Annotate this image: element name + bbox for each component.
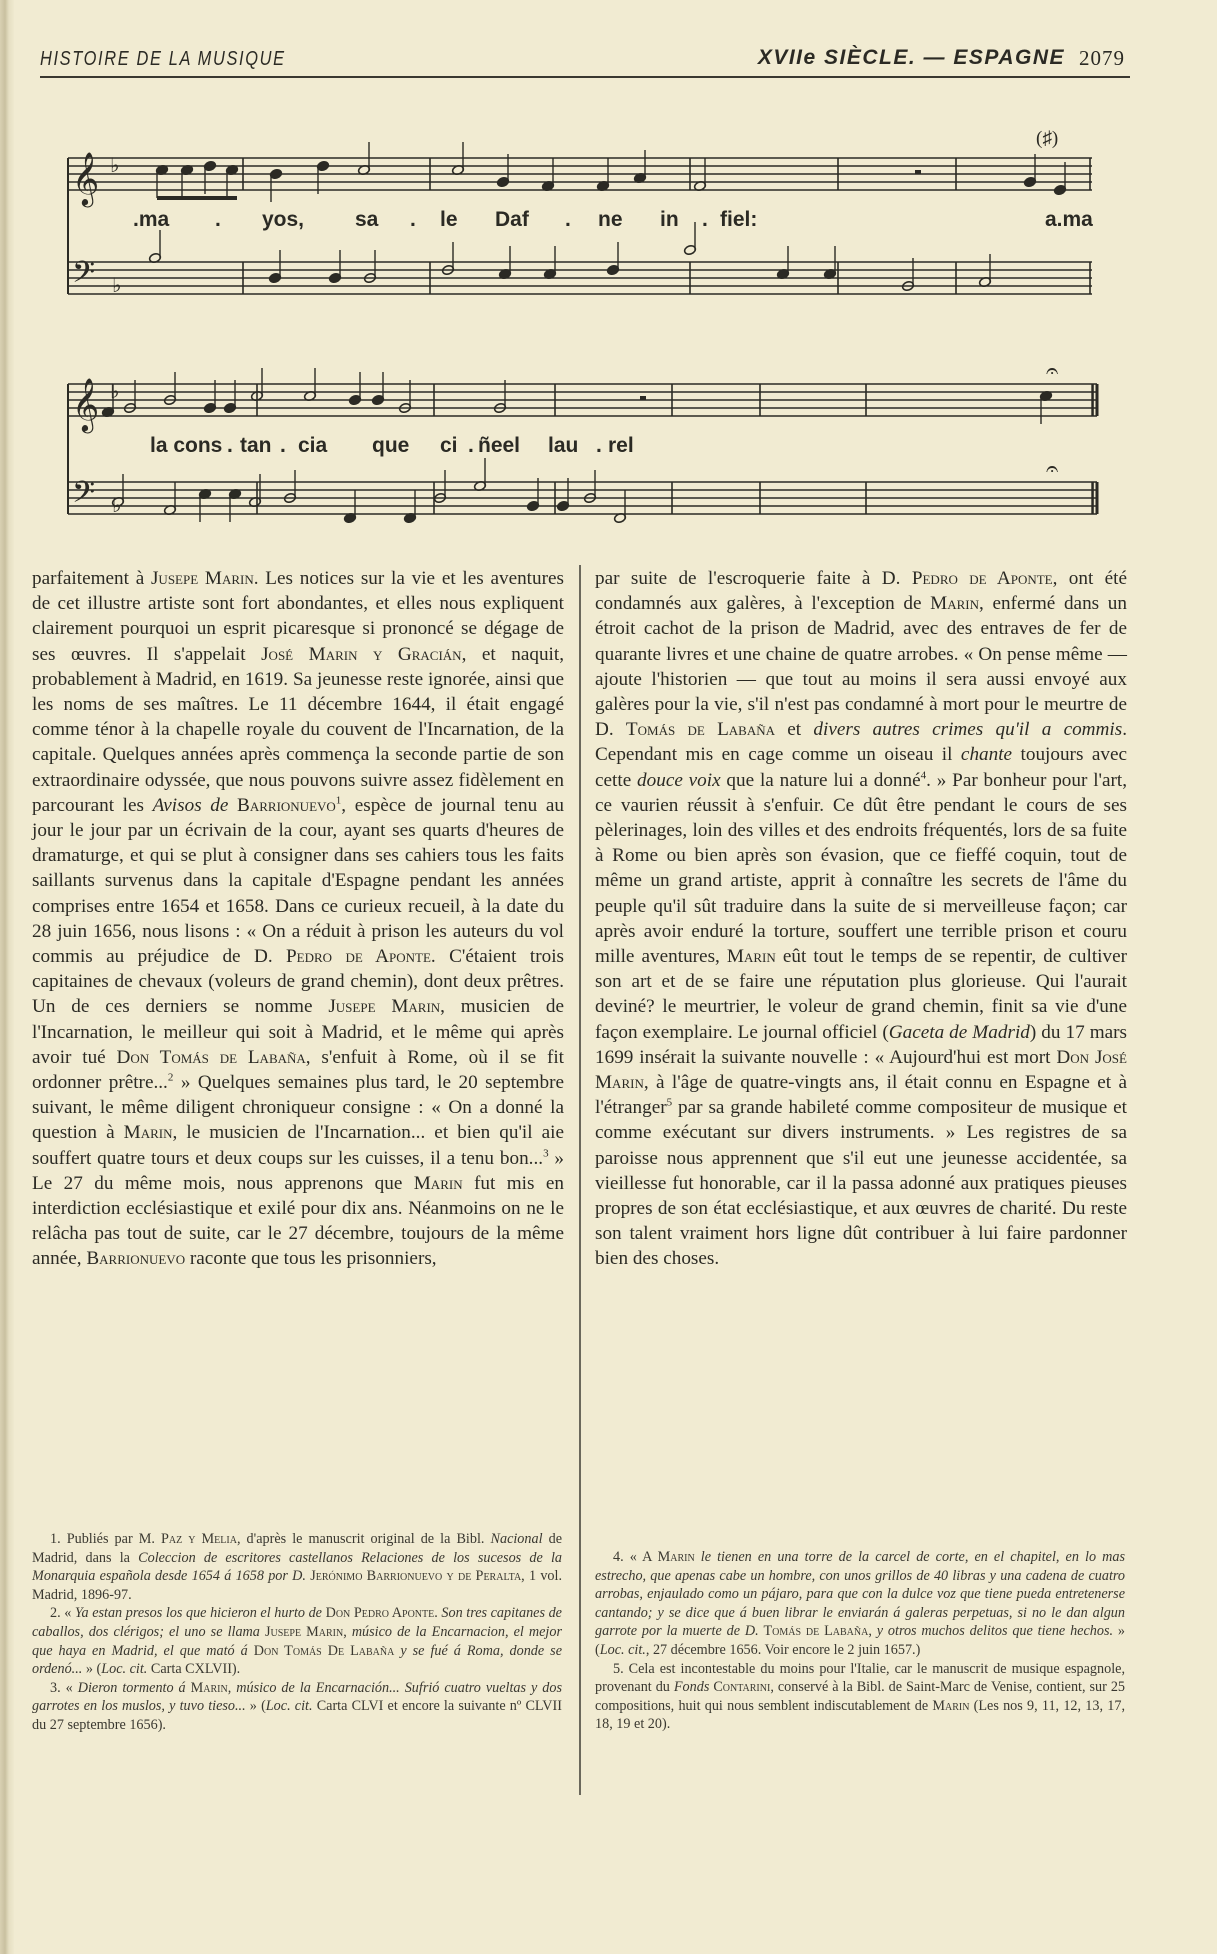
lyric-syllable: ci bbox=[440, 434, 458, 457]
lyric-syllable: sa bbox=[355, 208, 379, 231]
text-column-left bbox=[32, 566, 564, 1272]
text-run: que la nature lui a donné bbox=[720, 769, 921, 791]
lyric-syllable: . bbox=[565, 208, 571, 231]
italic-text: Avisos de bbox=[152, 794, 229, 816]
proper-name: Tomás de Labaña bbox=[625, 719, 776, 741]
text-run: . Les notices sur la vie et les aventures de cet illustre artiste sont fort abondantes, et elles nous expliquent clairement pourquoi un esprit picaresque si prononcé se dégage de ses œuvres. Il s'appelait bbox=[32, 568, 564, 665]
proper-name: Pedro de Aponte bbox=[911, 568, 1053, 589]
footnote-ref[interactable]: 1 bbox=[335, 794, 342, 807]
lyric-syllable: la cons bbox=[150, 434, 223, 457]
lyric-syllable: le bbox=[440, 208, 458, 231]
footnote bbox=[595, 1660, 1125, 1734]
proper-name: Paz y Melia bbox=[160, 1531, 237, 1547]
lyric-syllable: a.ma bbox=[1045, 208, 1093, 231]
footnote-ref[interactable]: 2 bbox=[167, 1071, 174, 1084]
italic-text: Loc. cit. bbox=[101, 1661, 148, 1678]
text-run: , et naquit, probablement à Madrid, en 1619. Sa jeunesse reste ignorée, ainsi que les noms de ses maîtres. Le 11 décembre 1644, il était engagé comme ténor à la chapelle royale du couvent de l'Incarnation, de la capitale. Quelques années après commença la seconde partie de son extraordinaire odyssée, que nous pouvons suivre assez fidèlement en parcourant les bbox=[32, 643, 564, 816]
text-run: . » Par bonheur pour l'art, ce vaurien réussit à s'enfuir. Ce dût être pendant le cours de ses pèlerinages, loin des villes et des endroits fréquentés, lors de sa fuite à Rome ou bien après son évasion, que ce fieffé coquin, tout de même un grand artiste, apprit à connaître les secrets de l'âme du peuple qu'il sût traduire dans la suite de si merveilleuse façon; car après avoir enduré la torture, souffert une terrible prison et couru mille aventures, bbox=[595, 769, 1128, 968]
text-run: , musicien de l'Incarnation, le meilleur qui soit à Madrid, et le même qui après avoir tué bbox=[32, 996, 564, 1068]
italic-text: y otros muchos delitos que tiene hechos. bbox=[876, 1623, 1114, 1640]
lyric-syllable: fiel: bbox=[720, 208, 758, 231]
bass-clef-icon: 𝄢 bbox=[72, 256, 96, 297]
italic-text: músico de la Encarnación... Sufrió cuatro vueltas y dos garrotes en los muslos, y tuvo tieso... bbox=[32, 1679, 563, 1715]
italic-text: douce voix bbox=[637, 769, 721, 791]
fermata-icon: 𝄐 bbox=[1046, 359, 1059, 384]
footnotes-left bbox=[32, 1530, 562, 1735]
text-run bbox=[228, 795, 237, 816]
proper-name: Marin bbox=[657, 1549, 695, 1565]
text-run: toujours avec cette bbox=[595, 744, 1127, 791]
text-run: , bbox=[868, 1623, 877, 1640]
lyric-syllable: lau bbox=[548, 434, 579, 457]
body-paragraph bbox=[32, 566, 564, 1272]
text-run: , bbox=[227, 1679, 237, 1696]
text-run: Carta CLVI et encore la suivante nº CLVII du 27 septembre 1656). bbox=[32, 1698, 562, 1733]
lyric-syllable: in bbox=[660, 208, 679, 231]
running-head-title: HISTOIRE DE LA MUSIQUE bbox=[40, 48, 286, 70]
text-run: de Madrid, dans la bbox=[32, 1531, 563, 1566]
text-run: par suite de l'escroquerie faite à D. bbox=[595, 568, 912, 589]
text-run: . Cependant mis en cage comme un oiseau il bbox=[595, 719, 1127, 766]
key-signature-flat-icon: ♭ bbox=[110, 153, 120, 177]
text-run: » ( bbox=[245, 1698, 266, 1715]
proper-name: Pedro de Aponte bbox=[286, 946, 431, 968]
key-signature-flat-icon: ♭ bbox=[112, 273, 122, 297]
footnote bbox=[595, 1548, 1125, 1660]
proper-name: Tomás de Labaña bbox=[763, 1623, 869, 1640]
lyric-syllable: que bbox=[372, 434, 410, 457]
lyric-syllable: rel bbox=[608, 434, 634, 457]
lyric-syllable: ne bbox=[598, 208, 623, 231]
proper-name: Don José Marin bbox=[595, 1046, 1127, 1094]
proper-name: Marin bbox=[190, 1679, 228, 1696]
whole-rest-icon bbox=[640, 396, 646, 400]
text-run: parfaitement à bbox=[32, 568, 151, 589]
treble-clef-icon: 𝄞 bbox=[72, 377, 100, 431]
italic-text: Loc. cit. bbox=[599, 1641, 646, 1658]
proper-name: Barrionuevo bbox=[237, 794, 336, 816]
proper-name: Don Pedro Aponte bbox=[325, 1605, 435, 1622]
lyric-syllable: Daf bbox=[495, 208, 529, 231]
text-run: 4. « A bbox=[613, 1549, 658, 1565]
beam bbox=[157, 196, 237, 200]
whole-rest-icon bbox=[915, 170, 921, 174]
text-run: fut mis en interdiction ecclésiastique et exilé pour dix ans. Néanmoins on ne le relâcha pas tout de suite, car le 27 décembre, toujours de la même année, bbox=[32, 1172, 564, 1270]
proper-name: Marin bbox=[930, 593, 979, 615]
text-run: , 1 vol. Madrid, 1896-97. bbox=[32, 1568, 562, 1603]
text-run: , conservé à la Bibl. de Saint-Marc de Venise, contient, sur 25 compositions, huit qui nous semblent indiscutablement de bbox=[595, 1679, 1126, 1714]
text-run: » ( bbox=[595, 1623, 1125, 1658]
key-signature-flat-icon: ♭ bbox=[110, 379, 120, 403]
lyric-syllable: yos, bbox=[262, 208, 305, 231]
italic-text: y se fué á Roma, donde se ordenó... bbox=[32, 1642, 562, 1678]
text-run: (Les nos 9, 11, 12, 13, 17, 18, 19 et 20). bbox=[595, 1697, 1125, 1733]
footnote-ref[interactable]: 4 bbox=[920, 769, 927, 782]
text-run: 1. Publiés par M. bbox=[50, 1531, 161, 1547]
body-paragraph bbox=[595, 566, 1127, 1272]
music-score bbox=[0, 0, 1217, 560]
text-run: 3. « bbox=[50, 1679, 78, 1696]
italic-text: Dieron tormento á bbox=[77, 1679, 186, 1696]
treble-clef-icon: 𝄞 bbox=[72, 151, 100, 205]
page-number: 2079 bbox=[1079, 46, 1125, 70]
proper-name: Marin bbox=[726, 946, 776, 968]
lyric-syllable: cia bbox=[298, 434, 328, 457]
text-run: , à l'âge de quatre-vingts ans, il était connu en Espagne et à l'étranger bbox=[595, 1072, 1127, 1119]
italic-text: Gaceta de Madrid bbox=[888, 1021, 1030, 1043]
fermata-icon: 𝄐 bbox=[1046, 457, 1059, 482]
text-run: . bbox=[434, 1605, 442, 1622]
proper-name: Jusepe Marin bbox=[328, 996, 441, 1018]
text-run: 5. Cela est incontestable du moins pour l'Italie, car le manuscrit de musique espagnole, provenant du bbox=[595, 1660, 1125, 1696]
text-run: , s'enfuit à Rome, où il se fit ordonner prêtre... bbox=[32, 1046, 564, 1094]
footnote-ref[interactable]: 3 bbox=[543, 1147, 549, 1160]
italic-text: Loc. cit. bbox=[265, 1698, 313, 1715]
text-run: eût tout le temps de se repentir, de cultiver son art et de se faire une réputation plus glorieuse. Qui l'aurait deviné? le meurtrier, le voleur de grand chemin, finit sa vie d'une façon exemplaire. Le journal officiel ( bbox=[595, 946, 1127, 1043]
proper-name: Marin bbox=[123, 1122, 173, 1144]
text-column-right bbox=[595, 566, 1127, 1272]
column-divider bbox=[579, 565, 581, 1795]
bass-clef-icon: 𝄢 bbox=[72, 476, 96, 517]
italic-text: le tienen en una torre de la carcel de corte, en el chapitel, en lo mas estrecho, que apenas cabe un hombre, con unos grillos de 40 libras y una cadena de cuatro arrobas, enjaulado como un pájaro, para que con la dulce voz que tiene pueda entretenerse cantando; y se dice que á buen librar le enviarán á galeras perpetuas, si no le dan algun garrote por la muerte de D. bbox=[595, 1549, 1125, 1640]
text-run: par sa grande habileté comme compositeur de musique et comme exécutant sur divers instruments. » Les registres de sa paroisse nous apprennent que s'il eut une jeunesse accidentée, sa vieillesse fut honorable, car il la passa adonné aux pratiques pieuses propres de son état ecclésiastique, et aux œuvres de charité. Du reste son talent vraiment hors ligne dût contribuer à lui faire pardonner bien des choses. bbox=[595, 1097, 1127, 1270]
italic-text: Nacional bbox=[490, 1531, 543, 1547]
text-run: , ont été condamnés aux galères, à l'exception de bbox=[595, 568, 1127, 615]
text-run: » Le 27 du même mois, nous apprenons que bbox=[32, 1147, 565, 1194]
music-example bbox=[0, 0, 1217, 560]
text-run: ) du 17 mars 1699 insérait la suivante nouvelle : « Aujourd'hui est mort bbox=[595, 1021, 1127, 1068]
text-run: , 27 décembre 1656. Voir encore le 2 juin 1657.) bbox=[645, 1641, 921, 1658]
text-run: Carta CXLVII). bbox=[147, 1661, 241, 1678]
lyric-syllable: ñeel bbox=[478, 434, 521, 457]
key-signature-flat-icon: ♭ bbox=[112, 493, 122, 517]
footnote bbox=[32, 1679, 562, 1735]
lyric-syllable: . bbox=[468, 434, 474, 457]
footnote-ref[interactable]: 5 bbox=[666, 1096, 673, 1109]
text-run: , bbox=[343, 1623, 352, 1640]
proper-name: Jusepe Marin bbox=[264, 1623, 344, 1640]
footnote bbox=[32, 1604, 562, 1678]
lyric-syllable: . bbox=[227, 434, 233, 457]
italic-text: Fonds bbox=[673, 1679, 710, 1696]
proper-name: Marin bbox=[413, 1172, 463, 1194]
lyric-syllable: . bbox=[280, 434, 286, 457]
proper-name: Don Tomás de Labaña bbox=[116, 1046, 306, 1068]
lyric-syllable: tan bbox=[240, 434, 272, 457]
italic-text: Son tres capitanes de caballos, dos clérigos; el uno se llama bbox=[32, 1605, 562, 1640]
italic-text: divers autres crimes qu'il a commis bbox=[813, 719, 1123, 741]
running-head-section: XVIIe SIÈCLE. — ESPAGNE bbox=[757, 46, 1065, 69]
proper-name: Don Tomás De Labaña bbox=[253, 1642, 395, 1659]
proper-name: Contarini bbox=[713, 1679, 771, 1696]
text-run: et bbox=[775, 719, 814, 741]
text-run: » Quelques semaines plus tard, le 20 septembre suivant, le même diligent chroniqueur consigne : « On a donné la question à bbox=[32, 1072, 564, 1144]
italic-text: músico de la Encarnacion, el mejor que haya en Madrid, el que mató á bbox=[32, 1623, 562, 1659]
proper-name: Jusepe Marin bbox=[150, 568, 254, 589]
proper-name: Barrionuevo bbox=[86, 1248, 186, 1270]
lyric-syllable: .ma bbox=[133, 208, 170, 231]
italic-text: Ya estan presos los que hicieron el hurto de bbox=[74, 1605, 322, 1622]
text-run: , enfermé dans un étroit cachot de la prison de Madrid, avec des entraves de fer de quarante livres et une chaine de quatre arrobes. « On pense même — ajoute l'historien — que tout au moins il sera aussi envoyé aux galères pour la vie, s'il n'est pas condamné à mort pour le meurtre de D. bbox=[595, 593, 1127, 741]
proper-name: Marin bbox=[932, 1697, 970, 1714]
text-run: , espèce de journal tenu au jour le jour par un écrivain de la cour, ayant ses quarts d'heures de dramaturge, et qui se plut à consigner dans ses cahiers tous les faits saillants survenus dans la capitale d'Espagne pendant les années comprises entre 1654 et 1658. Dans ce curieux recueil, à la date du 28 juin 1656, nous lisons : « On a réduit à prison les auteurs du vol commis au préjudice de D. bbox=[32, 794, 564, 968]
text-run: raconte que tous les prisonniers, bbox=[185, 1248, 437, 1270]
italic-text: chante bbox=[960, 744, 1013, 766]
text-run: 2. « bbox=[50, 1605, 75, 1622]
proper-name: José Marin y Gracián bbox=[261, 643, 462, 665]
text-run: » ( bbox=[82, 1661, 102, 1678]
lyric-syllable: . bbox=[702, 208, 708, 231]
text-run: , le musicien de l'Incarnation... et bien qu'il aie souffert quatre tours et deux coups sur les cuisses, il a tenu bon... bbox=[32, 1122, 564, 1169]
footnote bbox=[32, 1530, 562, 1604]
proper-name: Jerónimo Barrionuevo y de Peralta bbox=[310, 1568, 522, 1585]
text-run: . C'étaient trois capitaines de chevaux (voleurs de grand chemin), dont deux prêtres. Un de ces derniers se nomme bbox=[32, 946, 564, 1018]
footnotes-right bbox=[595, 1548, 1125, 1734]
lyric-syllable: . bbox=[215, 208, 221, 231]
text-run: , d'après le manuscrit original de la Bibl. bbox=[236, 1531, 491, 1547]
lyric-syllable: . bbox=[596, 434, 602, 457]
italic-text: Coleccion de escritores castellanos Relaciones de los sucesos de la Monarquia española desde 1654 á 1658 por D. bbox=[32, 1549, 562, 1585]
editorial-sharp-mark: (♯) bbox=[1036, 128, 1059, 149]
lyric-syllable: . bbox=[410, 208, 416, 231]
